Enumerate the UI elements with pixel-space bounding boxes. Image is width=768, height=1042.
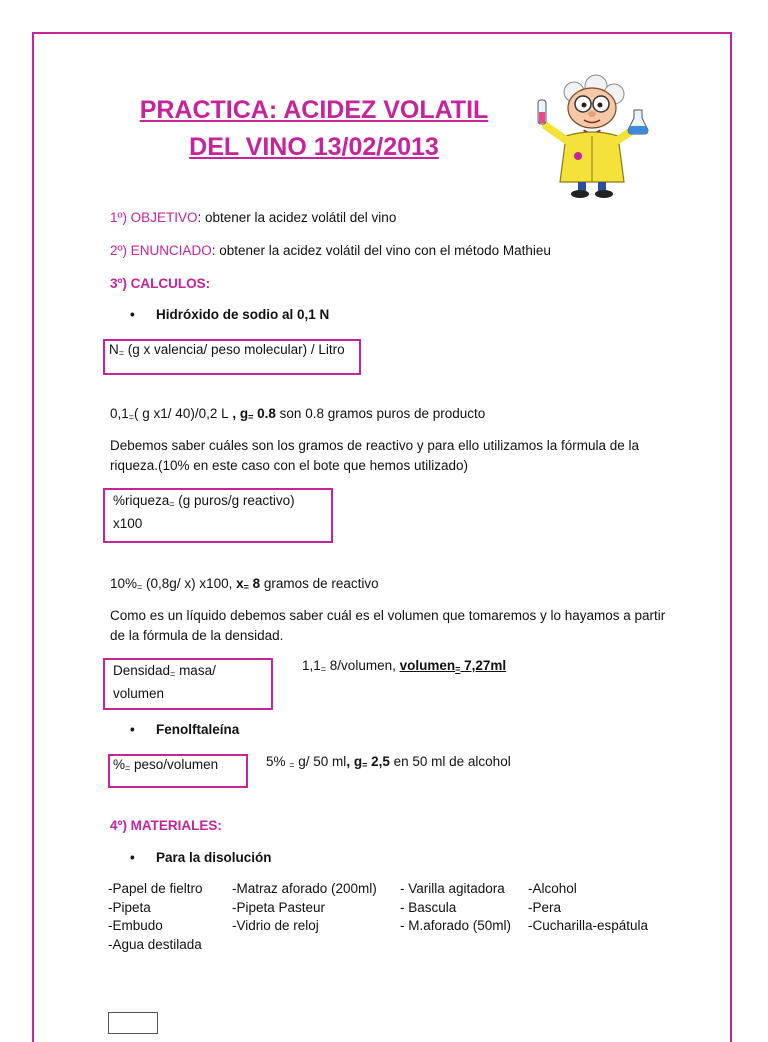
- rc-x: x: [236, 576, 244, 591]
- material-item: - M.aforado (50ml): [400, 918, 512, 933]
- fc-tail: en 50 ml de alcohol: [389, 754, 511, 769]
- riqueza-b: (g puros/g reactivo): [174, 493, 295, 508]
- peso-volumen-formula: [113, 757, 218, 773]
- dc-v-val: 7,27ml: [460, 658, 507, 673]
- formula-n-sub: =: [118, 348, 125, 358]
- calc-g: g: [239, 406, 249, 421]
- densidad-paragraph: Como es un líquido debemos saber cuál es el volumen que tomaremos y lo hayamos a partir de la fórmula de la densidad.: [110, 608, 666, 643]
- title-line-2: DEL VINO 13/02/2013: [189, 133, 439, 161]
- material-item: -Matraz aforado (200ml): [232, 881, 377, 896]
- dc-v: volumen: [399, 658, 456, 673]
- material-item: -Embudo: [108, 918, 163, 933]
- disolucion-bullet: • Para la disolución: [156, 850, 272, 865]
- fc-sub: =: [289, 760, 295, 770]
- material-item: [528, 936, 658, 955]
- objetivo-line: [110, 210, 396, 225]
- formula-n: N: [109, 342, 119, 357]
- material-item: [232, 936, 400, 955]
- material-item: [400, 936, 528, 955]
- dc-sub: =: [320, 664, 327, 674]
- page-number-box: [108, 1012, 158, 1034]
- materiales-label: 4º) MATERIALES:: [110, 818, 222, 833]
- fc-a: 5%: [266, 754, 290, 769]
- densidad-formula: [113, 661, 216, 703]
- rc-tail: gramos de reactivo: [260, 576, 379, 591]
- objetivo-label: 1º) OBJETIVO: [110, 210, 198, 225]
- material-item: -Vidrio de reloj: [232, 918, 319, 933]
- enunciado-text: : obtener la acidez volátil del vino con el método Mathieu: [211, 243, 551, 258]
- dc-v-sub: =: [455, 664, 461, 674]
- dens-b: masa/: [175, 663, 216, 678]
- title-line-1: PRACTICA: ACIDEZ VOLATIL: [139, 96, 489, 124]
- rc-sub: =: [137, 582, 143, 592]
- material-item: - Bascula: [400, 899, 457, 915]
- materiales-row: [108, 880, 658, 899]
- calc-g-val: 0.8: [253, 406, 276, 421]
- objetivo-text: : obtener la acidez volátil del vino: [197, 210, 397, 225]
- riqueza-calc: [110, 576, 379, 592]
- rc-b: (0,8g/ x) x100,: [142, 576, 237, 591]
- dens-a: Densidad: [113, 663, 171, 678]
- pv-a: %: [113, 757, 126, 772]
- calculos-label: 3º) CALCULOS:: [110, 276, 211, 291]
- enunciado-line: [110, 243, 551, 258]
- material-item: - Varilla agitadora: [400, 881, 505, 896]
- riqueza-sub: =: [169, 499, 175, 509]
- calc-b: ( g x1/ 40)/0,2 L: [134, 406, 229, 421]
- materiales-row: [108, 917, 658, 936]
- fc-sep: ,: [346, 754, 354, 769]
- formula-n-rest: (g x valencia/ peso molecular) / Litro: [124, 342, 345, 357]
- fc-g: g: [353, 754, 363, 769]
- normalidad-formula: [109, 342, 345, 358]
- materiales-row: [108, 936, 658, 955]
- normalidad-calc: [110, 406, 485, 422]
- riqueza-formula: [113, 491, 295, 533]
- dens-sub: =: [170, 669, 176, 679]
- riqueza-paragraph: Debemos saber cuáles son los gramos de reactivo y para ello utilizamos la fórmula de la riqueza.(10% en este caso con el bote que hemos utilizado): [110, 438, 640, 473]
- pv-b: peso/volumen: [130, 757, 219, 772]
- calc-a: 0,1: [110, 406, 129, 421]
- rc-x-sub: =: [243, 582, 249, 592]
- cartoon-scientist-icon: [526, 70, 654, 200]
- material-item: -Pera: [528, 899, 562, 915]
- densidad-calc: [302, 658, 506, 674]
- calc-sep: ,: [228, 406, 240, 421]
- dens-c: volumen: [113, 686, 165, 701]
- fenolftaleina-bullet: • Fenolftaleína: [156, 722, 239, 737]
- fc-g-val: 2,5: [367, 754, 390, 769]
- calc-sub: =: [128, 412, 135, 422]
- calc-g-sub: =: [248, 412, 254, 422]
- pv-sub: =: [125, 763, 131, 773]
- enunciado-label: 2º) ENUNCIADO: [110, 243, 212, 258]
- fenolftaleina-calc: [266, 754, 511, 770]
- materiales-table: [108, 880, 658, 954]
- dc-a: 1,1: [302, 658, 321, 673]
- page-title: [108, 92, 520, 166]
- dc-b: 8/volumen,: [326, 658, 400, 673]
- materiales-row: [108, 899, 658, 918]
- material-item: -Agua destilada: [108, 936, 202, 952]
- calc-tail: son 0.8 gramos puros de producto: [275, 406, 486, 421]
- material-item: -Cucharilla-espátula: [528, 918, 649, 933]
- fc-g-sub: =: [362, 760, 368, 770]
- fc-b: g/ 50 ml: [294, 754, 347, 769]
- riqueza-a: %riqueza: [113, 493, 170, 508]
- material-item: -Pipeta: [108, 899, 151, 915]
- hidroxido-bullet: • Hidróxido de sodio al 0,1 N: [156, 307, 329, 322]
- material-item: -Papel de fieltro: [108, 881, 203, 896]
- rc-x-val: 8: [248, 576, 261, 591]
- material-item: -Alcohol: [528, 881, 577, 896]
- riqueza-c: x100: [113, 516, 143, 531]
- material-item: -Pipeta Pasteur: [232, 899, 326, 915]
- rc-a: 10%: [110, 576, 138, 591]
